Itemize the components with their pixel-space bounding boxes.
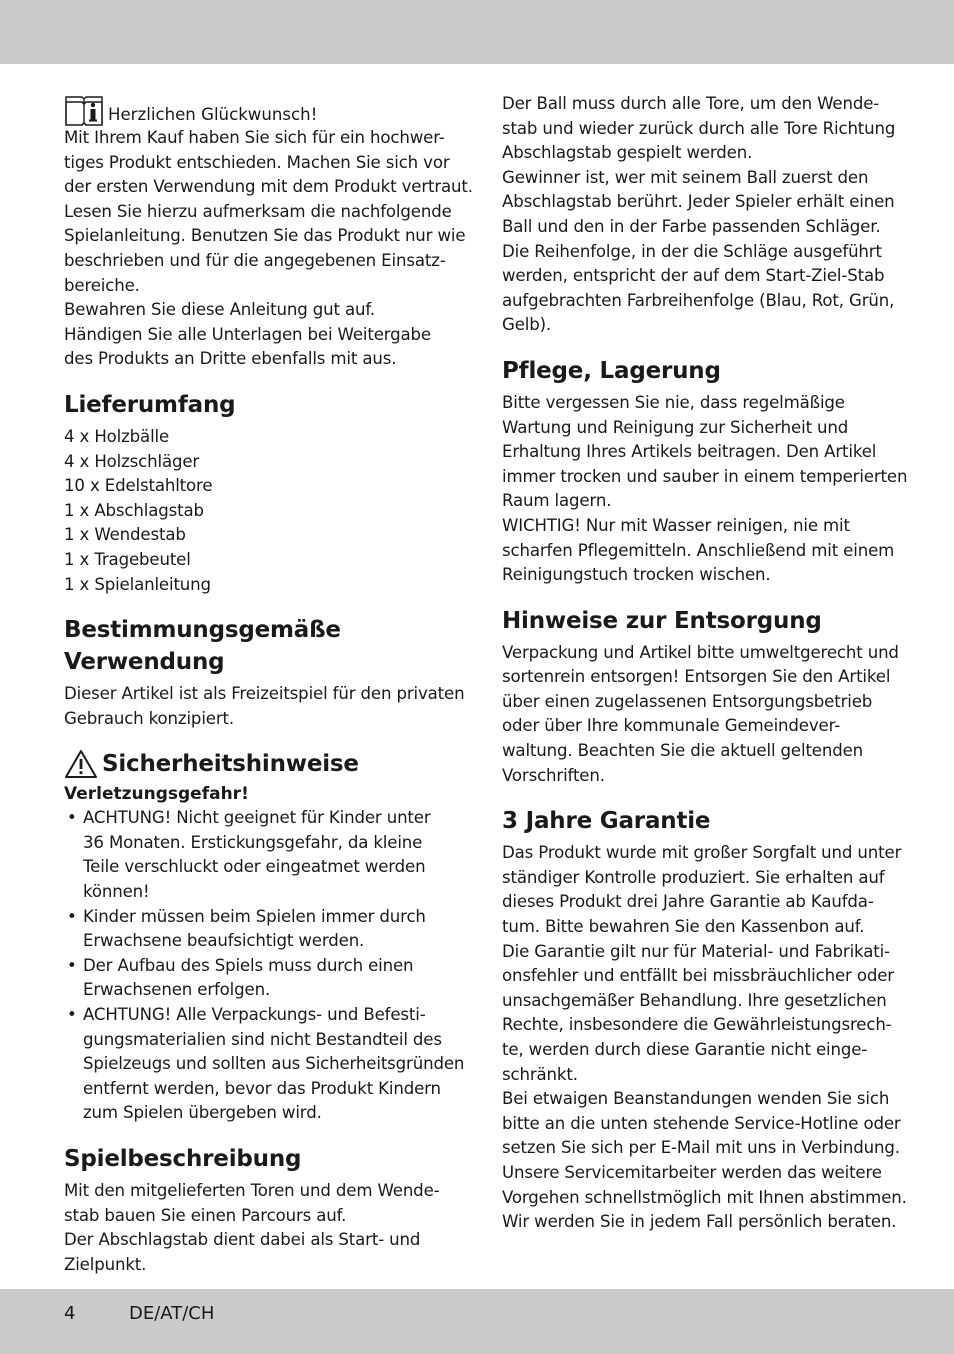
text-line: Gelb). — [502, 315, 552, 335]
intro-greeting: Herzlichen Glückwunsch! — [108, 105, 318, 124]
list-item: 4 x Holzbälle — [64, 426, 170, 446]
text-line: Der Ball muss durch alle Tore, um den Wende- — [502, 94, 880, 113]
text-line: waltung. Beachten Sie die aktuell geltenden — [502, 741, 864, 761]
text-line: werden, entspricht der auf dem Start-Ziel-Stab — [502, 266, 885, 286]
list-item: 10 x Edelstahltore — [64, 476, 213, 496]
sicherheit-subheading: Verletzungsgefahr! — [64, 784, 249, 805]
bullet-item — [64, 1003, 465, 1126]
text-line: immer trocken und sauber in einem temperierten — [502, 466, 908, 486]
intro-line: Mit Ihrem Kauf haben Sie sich für ein hochwer- — [64, 128, 445, 147]
info-book-icon — [64, 96, 104, 126]
text-line: über einen zugelassenen Entsorgungsbetrieb — [502, 691, 873, 711]
intro-line: der ersten Verwendung mit dem Produkt vertraut. — [64, 177, 473, 197]
text-line: Abschlagstab gespielt werden. — [502, 143, 753, 163]
text-line: Raum lagern. — [502, 491, 612, 511]
text-line: Vorgehen schnellstmöglich mit Ihnen abstimmen. — [502, 1187, 907, 1207]
text-line: Wartung und Reinigung zur Sicherheit und — [502, 417, 849, 437]
entsorgung-text — [502, 641, 899, 789]
text-line: Rechte, insbesondere die Gewährleistungsrech- — [502, 1015, 892, 1035]
text-line: Der Abschlagstab dient dabei als Start- und — [64, 1230, 421, 1250]
bullet-line: • Der Aufbau des Spiels muss durch einen — [83, 955, 414, 975]
text-line: schränkt. — [502, 1064, 578, 1084]
intro-line: bereiche. — [64, 275, 140, 295]
verwendung-text — [64, 682, 465, 731]
intro-greeting-row — [64, 96, 456, 126]
warning-triangle-icon — [64, 749, 98, 779]
text-line: Die Reihenfolge, in der die Schläge ausgeführt — [502, 241, 882, 261]
text-line: Gebrauch konzipiert. — [64, 708, 234, 728]
text-line: Bei etwaigen Beanstandungen wenden Sie sich — [502, 1089, 890, 1109]
text-line: Mit den mitgelieferten Toren und dem Wende- — [64, 1181, 440, 1200]
bullet-line: Erwachsene beaufsichtigt werden. — [83, 931, 365, 951]
text-line: Das Produkt wurde mit großer Sorgfalt und unter — [502, 843, 902, 863]
intro-line: Spielanleitung. Benutzen Sie das Produkt nur wie — [64, 226, 466, 246]
bullet-line: Spielzeugs und sollten aus Sicherheitsgründen — [83, 1054, 465, 1074]
intro-line: Bewahren Sie diese Anleitung gut auf. — [64, 300, 375, 320]
text-line: Abschlagstab berührt. Jeder Spieler erhält einen — [502, 192, 895, 212]
bullet-item — [64, 954, 456, 1003]
text-line: Vorschriften. — [502, 765, 605, 785]
text-line: Ball und den in der Farbe passenden Schläger. — [502, 216, 881, 236]
spielbeschreibung-text-continued — [502, 92, 894, 338]
region-label: DE/AT/CH — [129, 1303, 215, 1324]
text-line: stab bauen Sie einen Parcours auf. — [64, 1205, 347, 1225]
text-line: Wir werden Sie in jedem Fall persönlich beraten. — [502, 1212, 897, 1232]
list-item: 1 x Wendestab — [64, 525, 186, 545]
text-line: WICHTIG! Nur mit Wasser reinigen, nie mit — [502, 515, 850, 535]
list-item: 4 x Holzschläger — [64, 451, 200, 471]
verwendung-heading-line: Bestimmungsgemäße — [64, 617, 341, 644]
sicherheit-heading-text: Sicherheitshinweise — [102, 751, 359, 778]
text-line: Reinigungstuch trocken wischen. — [502, 565, 771, 585]
text-line: aufgebrachten Farbreihenfolge (Blau, Rot, Grün, — [502, 290, 895, 310]
header-band — [0, 0, 954, 64]
garantie-text — [502, 841, 907, 1235]
intro-line: Lesen Sie hierzu aufmerksam die nachfolgende — [64, 201, 452, 221]
text-line: te, werden durch diese Garantie nicht einge- — [502, 1040, 868, 1059]
text-line: ständiger Kontrolle produziert. Sie erhalten auf — [502, 867, 885, 887]
text-line: stab und wieder zurück durch alle Tore Richtung — [502, 118, 896, 138]
text-line: unsachgemäßer Behandlung. Ihre gesetzlichen — [502, 990, 887, 1010]
verwendung-heading-line: Verwendung — [64, 649, 225, 676]
list-item: 1 x Tragebeutel — [64, 549, 191, 569]
text-line: Die Garantie gilt nur für Material- und Fabrikati- — [502, 941, 890, 961]
bullet-line: • ACHTUNG! Nicht geeignet für Kinder unter — [83, 808, 431, 828]
bullet-item — [64, 905, 456, 954]
bullet-line: gungsmaterialien sind nicht Bestandteil des — [83, 1029, 442, 1049]
bullet-line: 36 Monaten. Erstickungsgefahr, da kleine — [83, 832, 423, 852]
bullet-line: Erwachsenen erfolgen. — [83, 980, 271, 1000]
text-line: Erhaltung Ihres Artikels beitragen. Den Artikel — [502, 442, 877, 462]
intro-text — [64, 126, 473, 372]
spielbeschreibung-text — [64, 1179, 456, 1277]
bullet-line: entfernt werden, bevor das Produkt Kindern — [83, 1078, 441, 1098]
sicherheit-heading — [64, 748, 456, 780]
text-line: Zielpunkt. — [64, 1254, 147, 1274]
entsorgung-heading: Hinweise zur Entsorgung — [502, 607, 822, 634]
lieferumfang-list — [64, 425, 456, 597]
pflege-heading: Pflege, Lagerung — [502, 357, 721, 384]
text-line: scharfen Pflegemitteln. Anschließend mit einem — [502, 540, 895, 560]
list-item: 1 x Abschlagstab — [64, 500, 204, 520]
sicherheit-bullet-list — [64, 806, 465, 1126]
bullet-line: • ACHTUNG! Alle Verpackungs- und Befesti- — [83, 1005, 426, 1025]
intro-line: Händigen Sie alle Unterlagen bei Weitergabe — [64, 324, 431, 344]
bullet-line: können! — [83, 882, 150, 902]
bullet-line: zum Spielen übergeben wird. — [83, 1103, 322, 1123]
text-line: Bitte vergessen Sie nie, dass regelmäßige — [502, 392, 845, 412]
text-line: Gewinner ist, wer mit seinem Ball zuerst den — [502, 167, 869, 187]
text-line: Verpackung und Artikel bitte umweltgerecht und — [502, 642, 899, 662]
bullet-item — [64, 806, 456, 904]
text-line: sortenrein entsorgen! Entsorgen Sie den Artikel — [502, 667, 891, 687]
text-line: Unsere Servicemitarbeiter werden das weitere — [502, 1162, 882, 1182]
text-line: onsfehler und entfällt bei missbräuchlicher oder — [502, 966, 894, 986]
bullet-line: Teile verschluckt oder eingeatmet werden — [83, 857, 426, 877]
pflege-text — [502, 391, 908, 588]
left-column — [64, 96, 473, 1277]
spielbeschreibung-heading: Spielbeschreibung — [64, 1146, 302, 1172]
bullet-line: • Kinder müssen beim Spielen immer durch — [83, 906, 426, 926]
intro-line: des Produkts an Dritte ebenfalls mit aus. — [64, 349, 397, 369]
intro-line: beschrieben und für die angegebenen Einsatz- — [64, 250, 446, 270]
lieferumfang-heading: Lieferumfang — [64, 391, 236, 418]
text-line: oder über Ihre kommunale Gemeindever- — [502, 716, 841, 736]
page-number: 4 — [64, 1303, 76, 1324]
text-line: bitte an die unten stehende Service-Hotline oder — [502, 1113, 901, 1133]
text-line: dieses Produkt drei Jahre Garantie ab Kaufda- — [502, 892, 874, 912]
text-line: tum. Bitte bewahren Sie den Kassenbon auf. — [502, 917, 865, 937]
garantie-heading: 3 Jahre Garantie — [502, 808, 711, 835]
intro-line: tiges Produkt entschieden. Machen Sie sich vor — [64, 152, 450, 172]
text-line: Dieser Artikel ist als Freizeitspiel für den privaten — [64, 684, 465, 704]
list-item: 1 x Spielanleitung — [64, 574, 211, 594]
text-line: setzen Sie sich per E-Mail mit uns in Verbindung. — [502, 1138, 900, 1158]
right-column — [502, 92, 908, 1235]
verwendung-heading — [64, 614, 456, 678]
